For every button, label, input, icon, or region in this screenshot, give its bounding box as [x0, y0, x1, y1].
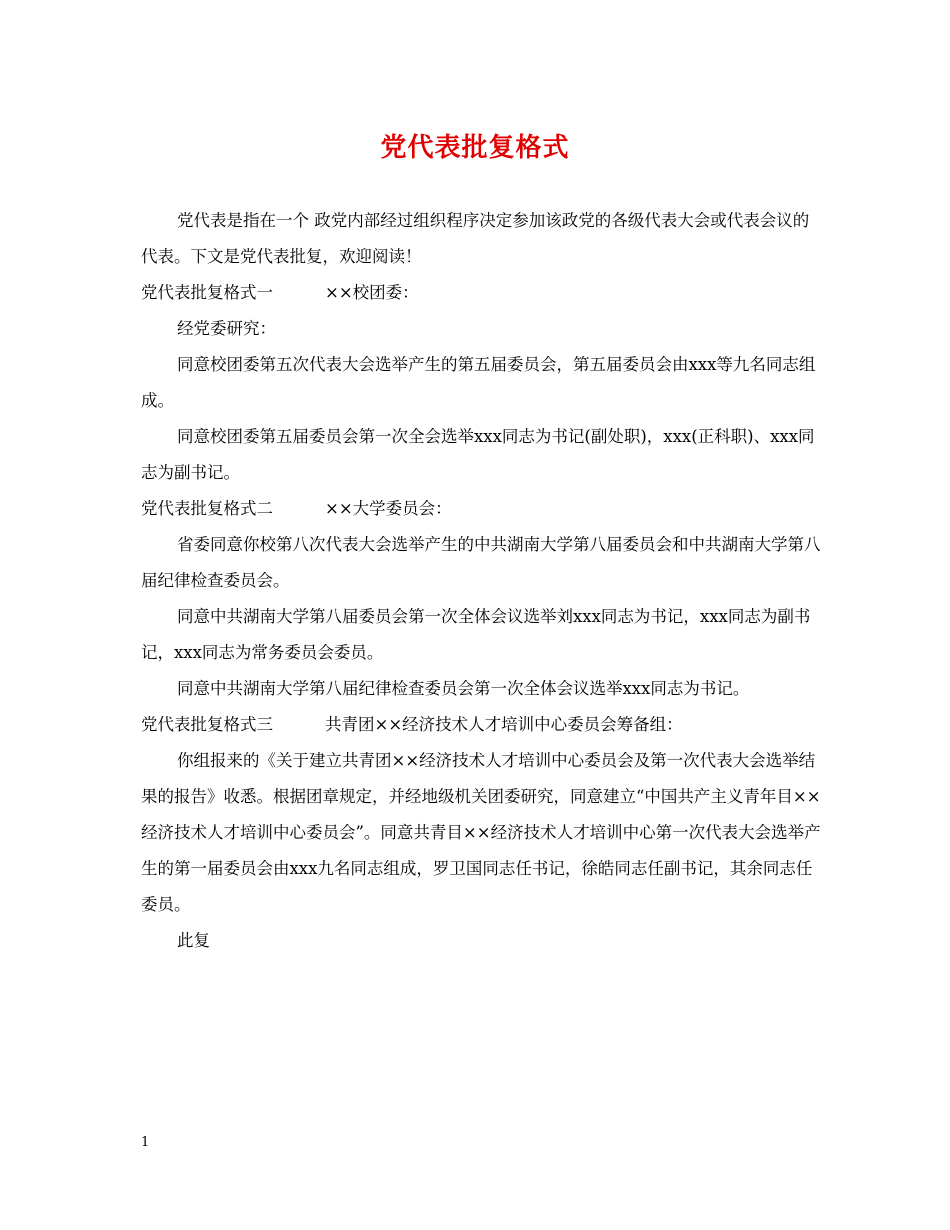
section-1-paragraph-1: 经党委研究：: [177, 319, 276, 338]
section-title-1: 党代表批复格式一: [141, 283, 273, 302]
section-addressee-2: ××大学委员会：: [325, 499, 452, 518]
section-2-paragraph-1: 省委同意你校第八次代表大会选举产生的中共湖南大学第八届委员会和中共湖南大学第八届纪律检查委员会。: [141, 535, 821, 590]
section-heading-2: [141, 491, 821, 527]
section-title-2: 党代表批复格式二: [141, 499, 273, 518]
document-title: 党代表批复格式: [380, 133, 570, 163]
section-2-paragraph-2: 同意中共湖南大学第八届委员会第一次全体会议选举刘xxx同志为书记，xxx同志为副书记，xxx同志为常务委员会委员。: [141, 607, 811, 662]
section-addressee-1: ××校团委：: [325, 283, 419, 302]
document-body: [141, 203, 821, 959]
section-1-paragraph-3: 同意校团委第五届委员会第一次全会选举xxx同志为书记(副处职)，xxx(正科职)、xxx同志为副书记。: [141, 427, 815, 482]
page-number: 1: [141, 1135, 150, 1150]
section-2-paragraph-3: 同意中共湖南大学第八届纪律检查委员会第一次全体会议选举xxx同志为书记。: [177, 679, 750, 698]
section-1-paragraph-2: 同意校团委第五次代表大会选举产生的第五届委员会，第五届委员会由xxx等九名同志组成。: [141, 355, 816, 410]
section-title-3: 党代表批复格式三: [141, 715, 273, 734]
section-heading-1: [141, 275, 821, 311]
section-3-paragraph-1: 你组报来的《关于建立共青团××经济技术人才培训中心委员会及第一次代表大会选举结果的报告》收悉。根据团章规定，并经地级机关团委研究，同意建立“中国共产主义青年目××经济技术人才培训中心委员会”。同意共青目××经济技术人才培训中心第一次代表大会选举产生的第一届委员会由xxx九名同志组成，罗卫国同志任书记，徐皓同志任副书记，其余同志任委员。: [141, 751, 821, 914]
section-3-paragraph-2: 此复: [177, 931, 210, 950]
intro-paragraph: 党代表是指在一个 政党内部经过组织程序决定参加该政党的各级代表大会或代表会议的代表。下文是党代表批复，欢迎阅读！: [141, 211, 810, 266]
section-heading-3: [141, 707, 821, 743]
section-addressee-3: 共青团××经济技术人才培训中心委员会筹备组：: [325, 715, 683, 734]
